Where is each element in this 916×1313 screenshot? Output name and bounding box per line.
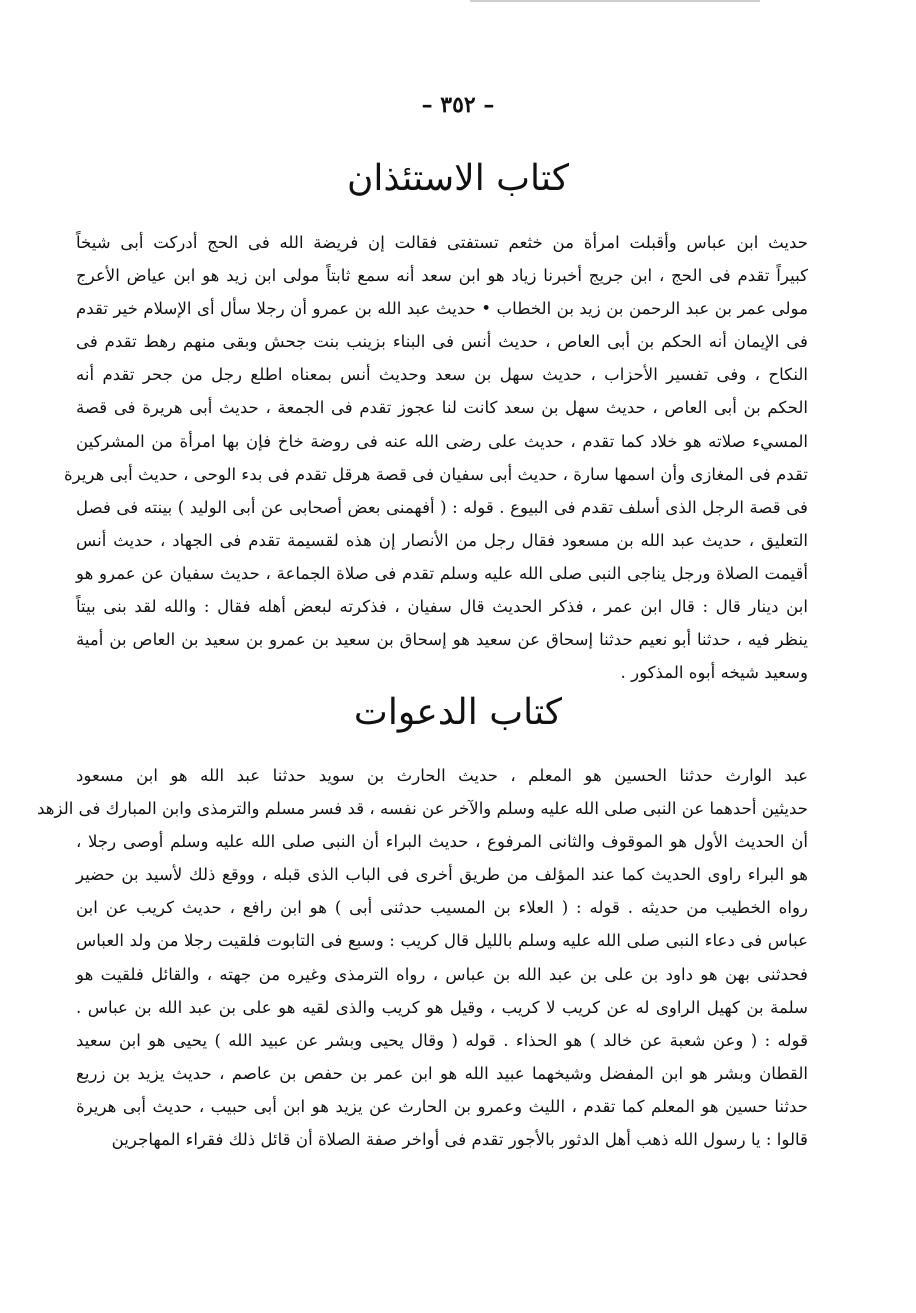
chapter-body-istidhan [64,226,808,689]
text-line: تقدم فى المغازى وأن اسمها سارة ، حديث أبى سفيان فى قصة هرقل تقدم فى بدء الوحى ، حديث أبى هريرة [64,464,808,484]
chapter-title-istidhan: كتاب الاستئذان [346,158,570,199]
text-line: حدثنا حسين هو المعلم كما تقدم ، الليث وعمرو بن الحارث عن يزيد هو ابن أبى حبيب ، حديث أبى هريرة [76,1096,808,1116]
text-line: رواه الخطيب من حديثه . قوله : ( العلاء بن المسيب حدثنى أبى ) هو ابن رافع ، حديث كريب عن ابن [76,898,808,918]
text-line: فى قصة الرجل الذى أسلف تقدم فى البيوع . قوله : ( أفهمنى بعض أصحابى عن أبى الوليد ) بينته فى فصل [76,497,808,517]
text-line: عباس فى دعاء النبى صلى الله عليه وسلم بالليل قال كريب : وسبع فى التابوت فلقيت رجلا من ولد العباس [76,931,808,951]
text-line: القطان وبشر هو ابن المفضل وشيخهما عبيد الله هو ابن عمر بن حفص بن عاصم ، حديث يزيد بن زريع [76,1063,808,1083]
text-line: فحدثنى بهن هو داود بن على بن عبد الله بن عباس ، رواه الترمذى وغيره من جهته ، والقائل فلقيت هو [76,964,808,984]
text-line: النكاح ، وفى تفسير الأحزاب ، حديث سهل بن سعد وحديث أنس بمعناه اطلع رجل من جحر تقدم أنه [76,365,808,385]
text-line: هو البراء راوى الحديث كما عند المؤلف من طريق أخرى فى الباب الذى قبله ، ووقع ذلك لأسيد بن حضير [76,865,808,885]
text-line: قوله : ( وعن شعبة عن خالد ) هو الحذاء . قوله ( وقال يحيى وبشر عن عبيد الله ) يحيى هو ابن سعيد [76,1030,808,1050]
text-line: حديثين أحدهما عن النبى صلى الله عليه وسلم والآخر عن نفسه ، قد فسر مسلم والترمذى وابن المبارك فى الزهد [37,799,808,819]
chapter-title-daawat: كتاب الدعوات [353,692,563,733]
text-line: وسعيد شيخه أبوه المذكور . [620,663,808,683]
text-line: ينظر فيه ، حدثنا أبو نعيم حدثنا إسحاق عن سعيد هو إسحاق بن سعيد بن عمرو بن سعيد بن العاص بن أمية [76,630,808,650]
text-line: التعليق ، حديث عبد الله بن مسعود فقال رجل من الأنصار إن هذه لقسيمة تقدم فى الجهاد ، حديث أنس [76,530,808,550]
text-line: مولى عمر بن عبد الرحمن بن زيد بن الخطاب • حديث عبد الله بن عمرو أن رجلا سأل أى الإسلام خير تقدم [76,299,808,319]
text-line: عبد الوارث حدثنا الحسين هو المعلم ، حديث الحارث بن سويد حدثنا عبد الله هو ابن مسعود [76,766,808,785]
text-line: أقيمت الصلاة ورجل يناجى النبى صلى الله عليه وسلم تقدم فى صلاة الجماعة ، حديث سفيان عن عمرو هو [76,563,808,583]
text-line: فى الإيمان أنه الحكم بن أبى العاص ، حديث أنس فى البناء بزينب بنت جحش وبقى منهم رهط تقدم فى [76,332,808,352]
chapter-body-daawat [37,759,808,1156]
text-line: الحكم بن أبى العاص ، حديث سهل بن سعد كانت لنا عجوز تقدم فى الجمعة ، حديث أبى هريرة فى قصة [76,398,808,418]
text-line: كبيراً تقدم فى الحج ، ابن جريج أخبرنا زياد هو ابن سعد أنه سمع ثابتاً مولى ابن زيد هو ابن عياض الأعرج [76,266,808,286]
top-edge-rule [470,0,760,2]
text-line: سلمة بن كهيل الراوى له عن كريب لا كريب ، وقيل هو كريب والذى لقيه هو على بن عبد الله بن عباس . [76,997,808,1017]
page-number: – ٣٥٢ – [421,92,495,118]
text-line: قالوا : يا رسول الله ذهب أهل الدثور بالأجور تقدم فى أواخر صفة الصلاة أن قائل ذلك فقراء المهاجرين [111,1130,808,1150]
text-line: أن الحديث الأول هو الموقوف والثانى المرفوع ، حديث البراء أن النبى صلى الله عليه وسلم أوصى رجلا ، [76,832,808,852]
text-line: ابن دينار قال : قال ابن عمر ، فذكر الحديث قال سفيان ، فذكرته لبعض أهله فقال : والله لقد بنى بيتاً [76,597,808,617]
text-line: المسيء صلاته هو خلاد كما تقدم ، حديث على رضى الله عنه فى روضة خاخ فإن بها امرأة من المشركين [76,431,808,451]
text-line: حديث ابن عباس وأقبلت امرأة من خثعم تستفتى فقالت إن فريضة الله فى الحج أدركت أبى شيخاً [76,233,808,252]
